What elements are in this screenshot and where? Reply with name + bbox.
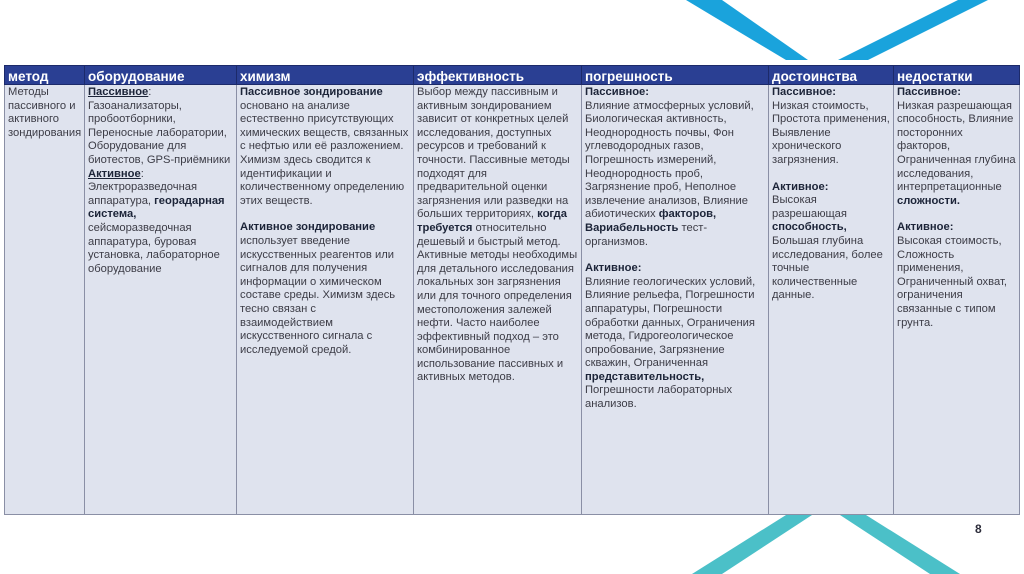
equipment-active-bold: георадарная система, (88, 194, 225, 221)
equipment-active-label: Активное (88, 167, 141, 180)
cell-advantages (769, 85, 894, 515)
error-passive-text2: тест-организмов. (585, 221, 708, 248)
cell-equipment: Пассивное: Газоанализаторы, пробоотборники, Переносные лаборатории, Оборудование для биотестов, GPS-приёмники Активное: Электроразведочная аппаратура, георадарная система, сейсморазведочная аппаратура, буровая установка, лабораторное оборудование (85, 85, 237, 515)
table-row (5, 85, 1020, 515)
advantages-passive-label: Пассивное: (772, 86, 837, 98)
equipment-active-text1: Электроразведочная аппаратура, (88, 181, 198, 207)
advantages-active-text1: Высокая разрешающая (772, 194, 847, 220)
efficiency-text1: Выбор между пассивным и активным зондированием зависит от конкретных целей исследования, доступных ресурсов и требований к точности. Пассивные методы подходят для предварительной оценки загрязнения или разведки на больших территориях, (417, 86, 570, 221)
chemistry-active-label: Активное зондирование (240, 221, 376, 234)
chemistry-active-text: использует введение искусственных реагентов или сигналов для получения информации о химическом составе среды. Химизм здесь тесно связан с взаимодействием искусственного сигнала с исследуемой средой. (240, 234, 396, 356)
equipment-passive-text: Газоанализаторы, пробоотборники, Переносные лаборатории, Оборудование для биотестов, GPS-приёмники (88, 99, 231, 166)
disadvantages-active-text: Высокая стоимость, Сложность применения, Ограниченный охват, ограничения связанные с типом грунта. (897, 234, 1007, 329)
header-efficiency: эффективность (414, 66, 582, 85)
advantages-active-text2: Большая глубина исследования, более точные количественные данные. (772, 234, 883, 302)
header-advantages: достоинства (769, 66, 894, 85)
cell-efficiency (414, 85, 582, 515)
x-stroke-top-right (838, 0, 988, 60)
header-method: метод (5, 66, 85, 85)
efficiency-text2: относительно дешевый и быстрый метод. Активные методы необходимы для детального исследования локальных зон загрязнения или для точного определения местоположения залежей нефти. Часто наиболее эффективный подход – это комбинированное использование пассивных и активных методов. (417, 221, 578, 384)
error-active-text1: Влияние геологических условий, Влияние рельефа, Погрешности аппаратуры, Погрешности обработки данных, Ограничения метода, Гидрогеологическое опробование, Загрязнение скважин, Ограниченная (585, 275, 756, 370)
x-stroke-bottom-left (692, 515, 812, 574)
header-chemistry: химизм (237, 66, 414, 85)
advantages-active-label: Активное: (772, 180, 829, 193)
equipment-passive-label: Пассивное (88, 86, 149, 98)
disadvantages-passive-text1: Низкая разрешающая способность, Влияние посторонних факторов, Ограниченная глубина исследования, интерпретационные (897, 99, 1016, 194)
error-active-bold: представительность, (585, 370, 705, 383)
cell-error (582, 85, 769, 515)
equipment-active-text2: сейсморазведочная аппаратура, буровая установка, лабораторное оборудование (88, 221, 220, 275)
error-active-text2: Погрешности лабораторных анализов. (585, 384, 733, 411)
error-passive-text1: Влияние атмосферных условий, Биологическая активность, Неоднородность почвы, Фон углеводородных газов, Погрешность измерений, Неоднородность проб, Загрязнение проб, Неполное извлечение анализов, Влияние абиотических (585, 99, 754, 221)
efficiency-bold: когда требуется (417, 208, 567, 234)
error-passive-bold: факторов, Вариабельность (585, 208, 717, 234)
disadvantages-active-label: Активное: (897, 221, 954, 234)
chemistry-passive-text: основано на анализе естественно присутствующих химических веществ, связанных с нефтью или её разложением. Химизм здесь сводится к идентификации и количественному определению этих веществ. (240, 99, 409, 207)
cell-disadvantages (894, 85, 1020, 515)
x-stroke-bottom-right (840, 515, 960, 574)
chemistry-passive-label: Пассивное зондирование (240, 86, 383, 98)
error-active-label: Активное: (585, 262, 642, 275)
disadvantages-passive-bold: сложности. (897, 194, 960, 207)
error-passive-label: Пассивное: (585, 86, 650, 98)
disadvantages-passive-label: Пассивное: (897, 86, 962, 98)
header-equipment: оборудование (85, 66, 237, 85)
header-disadvantages: недостатки (894, 66, 1020, 85)
advantages-passive-text: Низкая стоимость, Простота применения, Выявление хронического загрязнения. (772, 99, 890, 166)
cell-chemistry (237, 85, 414, 515)
x-stroke-top-left (686, 0, 808, 60)
table-header-row (5, 66, 1020, 85)
cell-method (5, 85, 85, 515)
comparison-table (4, 65, 1020, 515)
header-error: погрешность (582, 66, 769, 85)
method-text: Методы пассивного и активного зондирования (8, 86, 82, 139)
advantages-active-bold: способность, (772, 221, 847, 234)
page-number: 8 (975, 522, 982, 536)
